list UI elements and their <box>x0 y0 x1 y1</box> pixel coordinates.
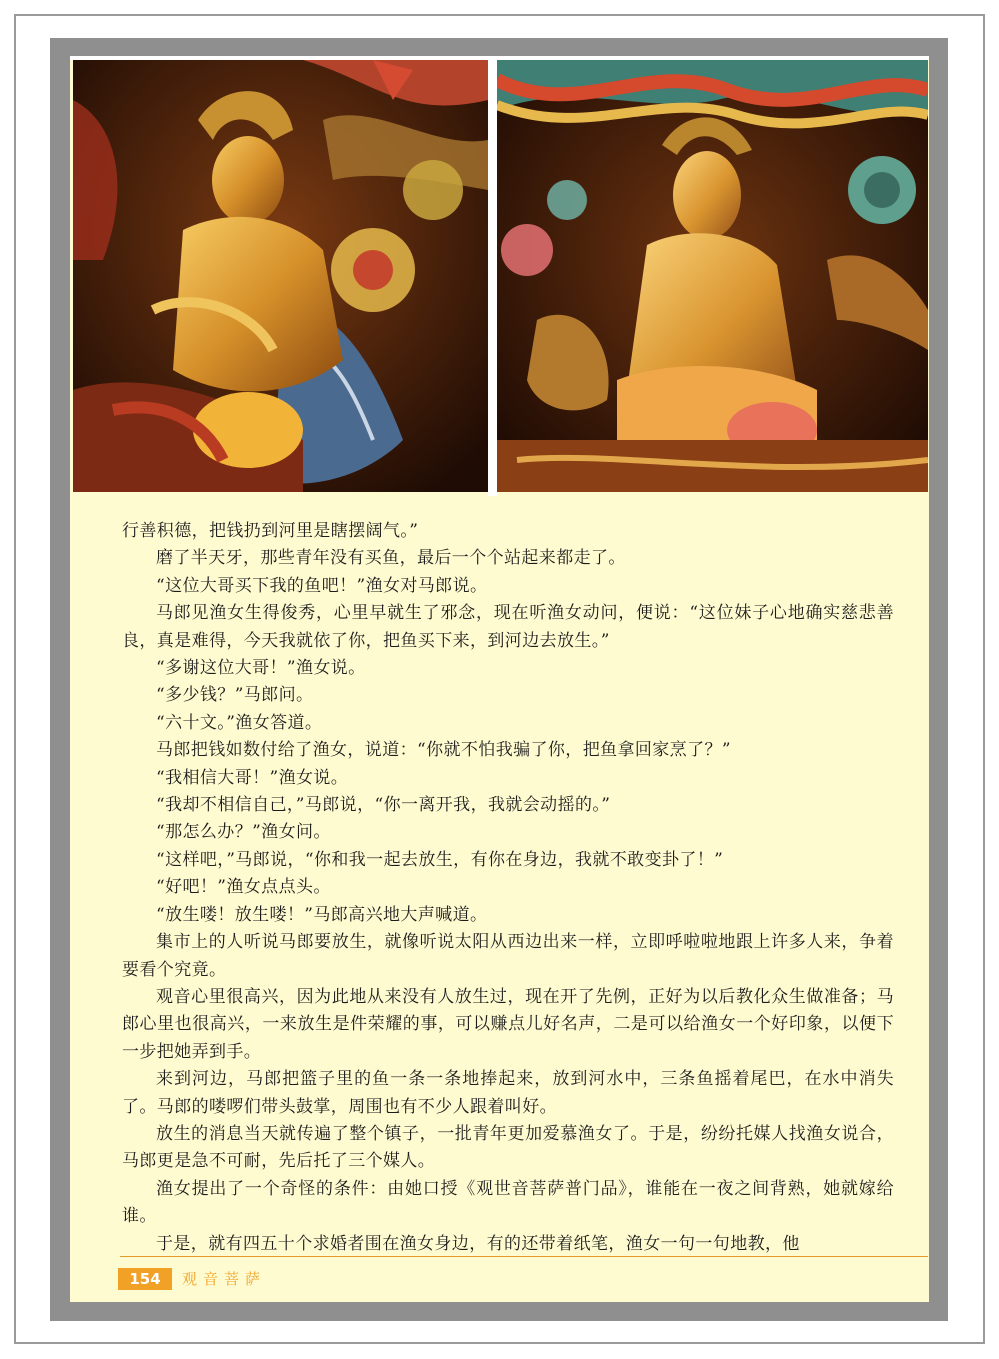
paragraph: “多谢这位大哥！”渔女说。 <box>156 658 366 679</box>
frame-line-left <box>14 14 16 1344</box>
paragraph: 磨了半天牙，那些青年没有买鱼，最后一个个站起来都走了。 <box>156 548 626 569</box>
paragraph: 马郎把钱如数付给了渔女，说道：“你就不怕我骗了你，把鱼拿回家烹了？” <box>156 740 731 761</box>
paragraph: 渔女提出了一个奇怪的条件：由她口授《观世音菩萨普门品》，谁能在一夜之间背熟，她就嫁给谁。 <box>122 1178 894 1227</box>
frame-line-top <box>14 14 985 16</box>
paragraph: “多少钱？”马郎问。 <box>156 685 314 706</box>
paragraph: 马郎见渔女生得俊秀，心里早就生了邪念，现在听渔女动问，便说：“这位妹子心地确实慈悲善良，真是难得，今天我就依了你，把鱼买下来，到河边去放生。” <box>122 603 894 651</box>
running-title: 观音菩萨 <box>182 1270 267 1288</box>
paragraph: “好吧！”渔女点点头。 <box>156 877 331 898</box>
left-statue-illustration <box>73 60 488 492</box>
paragraph: “那怎么办？”渔女问。 <box>156 822 331 843</box>
right-statue-photo <box>497 60 928 492</box>
paragraph: “我相信大哥！”渔女说。 <box>156 767 349 788</box>
paragraph: 来到河边，马郎把篮子里的鱼一条一条地捧起来，放到河水中，三条鱼摇着尾巴，在水中消失了。马郎的喽啰们带头鼓掌，周围也有不少人跟着叫好。 <box>122 1069 894 1117</box>
paragraph: “六十文。”渔女答道。 <box>156 712 323 733</box>
right-statue-illustration <box>497 60 928 492</box>
footer-rule <box>120 1256 928 1257</box>
paragraph: 集市上的人听说马郎要放生，就像听说太阳从西边出来一样，立即呼啦啦地跟上许多人来，争着要看个究竟。 <box>122 932 894 980</box>
photo-divider <box>488 56 497 496</box>
paragraph: “放生喽！放生喽！”马郎高兴地大声喊道。 <box>156 904 488 925</box>
paragraph: “这样吧，”马郎说，“你和我一起去放生，有你在身边，我就不敢变卦了！” <box>156 849 724 870</box>
paragraph: 于是，就有四五十个求婚者围在渔女身边，有的还带着纸笔，渔女一句一句地教，他 <box>156 1233 800 1254</box>
paragraph: 放生的消息当天就传遍了整个镇子，一批青年更加爱慕渔女了。于是，纷纷托媒人找渔女说合，马郎更是急不可耐，先后托了三个媒人。 <box>122 1123 894 1172</box>
body-text <box>122 518 894 1258</box>
page-number: 154 <box>118 1268 172 1290</box>
paragraph: 行善积德，把钱扔到河里是瞎摆阔气。” <box>122 521 419 541</box>
paragraph: “这位大哥买下我的鱼吧！”渔女对马郎说。 <box>156 575 488 596</box>
paragraph: “我却不相信自己，”马郎说，“你一离开我，我就会动摇的。” <box>156 795 611 816</box>
frame-line-right <box>983 14 985 1344</box>
frame-line-bottom <box>14 1342 985 1344</box>
book-page <box>70 56 929 1302</box>
paragraph: 观音心里很高兴，因为此地从来没有人放生过，现在开了先例，正好为以后教化众生做准备；马郎心里也很高兴，一来放生是件荣耀的事，可以赚点儿好名声，二是可以给渔女一个好印象，以便下一步把她弄到手。 <box>122 986 894 1062</box>
left-statue-photo <box>73 60 488 492</box>
